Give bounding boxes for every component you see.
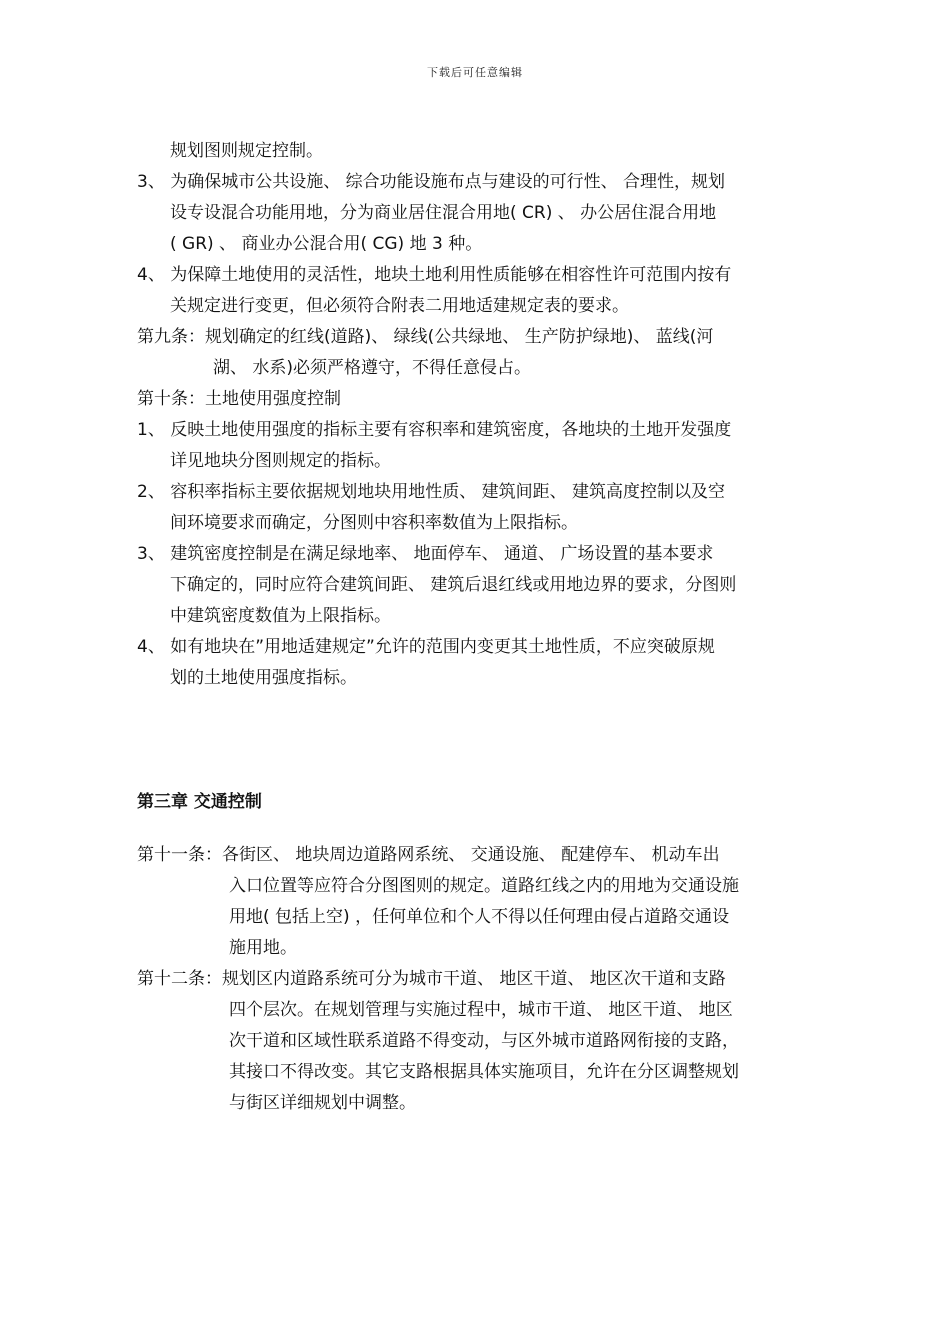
list-item-4b: 4、 如有地块在”用地适建规定”允许的范围内变更其土地性质，不应突破原规 — [137, 637, 715, 657]
paragraph-line: 四个层次。在规划管理与实施过程中，城市干道、 地区干道、 地区 — [229, 1000, 733, 1020]
list-item-3: 3、 为确保城市公共设施、 综合功能设施布点与建设的可行性、 合理性，规划 — [137, 172, 726, 192]
list-item-1: 1、 反映土地使用强度的指标主要有容积率和建筑密度，各地块的土地开发强度 — [137, 420, 732, 440]
paragraph-line: 施用地。 — [229, 938, 297, 958]
paragraph-line: 关规定进行变更，但必须符合附表二用地适建规定表的要求。 — [170, 296, 629, 316]
paragraph-line: 其接口不得改变。其它支路根据具体实施项目，允许在分区调整规划 — [229, 1062, 739, 1082]
paragraph-line: 湖、 水系)必须严格遵守，不得任意侵占。 — [213, 358, 532, 378]
page-header: 下载后可任意编辑 — [427, 66, 523, 79]
paragraph-line: 与街区详细规划中调整。 — [229, 1093, 416, 1113]
paragraph-line: 详见地块分图则规定的指标。 — [170, 451, 391, 471]
paragraph-line: ( GR) 、 商业办公混合用( CG) 地 3 种。 — [170, 234, 483, 254]
paragraph-line: 次干道和区域性联系道路不得变动，与区外城市道路网衔接的支路， — [229, 1031, 739, 1051]
paragraph-line: 中建筑密度数值为上限指标。 — [170, 606, 391, 626]
paragraph-line: 规划图则规定控制。 — [170, 141, 323, 161]
paragraph-line: 设专设混合功能用地，分为商业居住混合用地( CR) 、 办公居住混合用地 — [170, 203, 717, 223]
paragraph-line: 划的土地使用强度指标。 — [170, 668, 357, 688]
article-12: 第十二条：规划区内道路系统可分为城市干道、 地区干道、 地区次干道和支路 — [137, 969, 726, 989]
paragraph-line: 下确定的，同时应符合建筑间距、 建筑后退红线或用地边界的要求，分图则 — [170, 575, 737, 595]
list-item-3b: 3、 建筑密度控制是在满足绿地率、 地面停车、 通道、 广场设置的基本要求 — [137, 544, 714, 564]
chapter-title: 第三章 交通控制 — [137, 792, 262, 812]
paragraph-line: 用地( 包括上空) ，任何单位和个人不得以任何理由侵占道路交通设 — [229, 907, 730, 927]
article-10: 第十条：土地使用强度控制 — [137, 389, 341, 409]
article-11: 第十一条：各街区、 地块周边道路网系统、 交通设施、 配建停车、 机动车出 — [137, 845, 720, 865]
paragraph-line: 入口位置等应符合分图图则的规定。道路红线之内的用地为交通设施 — [229, 876, 739, 896]
list-item-4: 4、 为保障土地使用的灵活性，地块土地利用性质能够在相容性许可范围内按有 — [137, 265, 732, 285]
list-item-2: 2、 容积率指标主要依据规划地块用地性质、 建筑间距、 建筑高度控制以及空 — [137, 482, 726, 502]
paragraph-line: 间环境要求而确定，分图则中容积率数值为上限指标。 — [170, 513, 578, 533]
article-9: 第九条：规划确定的红线(道路)、 绿线(公共绿地、 生产防护绿地)、 蓝线(河 — [137, 327, 714, 347]
